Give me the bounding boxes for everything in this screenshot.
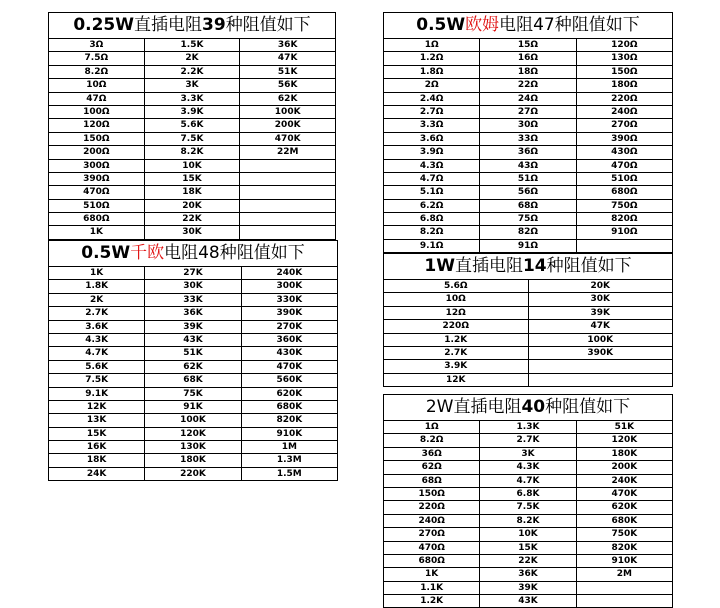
table-cell: 240Ω — [384, 515, 480, 527]
table-cell: 390K — [276, 308, 303, 319]
table-row — [384, 133, 672, 146]
table-row — [384, 515, 672, 528]
table-row — [384, 106, 672, 119]
table-cell: 4.3Ω — [384, 160, 480, 172]
table-cell: 18Ω — [480, 66, 576, 78]
table-cell: 120K — [145, 428, 241, 440]
title-segment: 直插电阻 — [454, 256, 523, 276]
table-row — [384, 582, 672, 595]
table-cell: 820Ω — [611, 214, 638, 225]
table-row — [384, 119, 672, 132]
table-row — [384, 200, 672, 213]
table-row — [49, 79, 335, 92]
table-cell: 150Ω — [384, 488, 480, 500]
table-cell: 62Ω — [384, 461, 480, 473]
table-cell: 1.2Ω — [384, 52, 480, 64]
table-0-25w-39 — [48, 12, 336, 240]
table-cell: 2M — [616, 569, 632, 580]
table-cell: 180K — [611, 448, 638, 459]
table-cell: 15K — [480, 542, 576, 554]
table-cell: 270Ω — [384, 528, 480, 540]
table-cell: 470Ω — [49, 186, 145, 198]
table-cell: 24K — [49, 468, 145, 480]
table-row — [384, 52, 672, 65]
table-cell: 200K — [274, 120, 301, 131]
table-cell: 510Ω — [611, 173, 638, 184]
table-cell: 120Ω — [49, 119, 145, 131]
table-row — [384, 186, 672, 199]
table-cell: 3.9K — [384, 360, 529, 372]
table-cell: 51K — [614, 422, 635, 432]
table-cell — [240, 160, 335, 172]
table-cell: 18K — [49, 454, 145, 466]
table-cell: 7.5Ω — [49, 52, 145, 64]
table-cell: 1Ω — [384, 39, 480, 51]
table-cell: 3.6K — [49, 321, 145, 333]
table-cell: 36Ω — [480, 146, 576, 158]
table-row — [384, 434, 672, 447]
table-cell: 16Ω — [480, 52, 576, 64]
table-cell: 56K — [277, 80, 298, 91]
table-cell: 22Ω — [480, 79, 576, 91]
table-cell: 390Ω — [611, 133, 638, 144]
table-cell: 150Ω — [611, 66, 638, 77]
table-cell: 100K — [587, 334, 614, 345]
table-row — [49, 441, 337, 454]
table-cell: 1.3M — [276, 455, 302, 466]
table-cell — [577, 582, 672, 594]
table-cell: 20K — [145, 200, 241, 212]
table-cell: 680K — [611, 515, 638, 526]
title-segment: 种阻值如下 — [546, 256, 632, 276]
table-cell: 3.9Ω — [384, 146, 480, 158]
table-row — [49, 160, 335, 173]
table-cell: 5.6Ω — [384, 280, 529, 292]
title-segment: 千欧 — [130, 243, 165, 263]
table-cell: 6.2Ω — [384, 200, 480, 212]
table-cell: 390K — [587, 347, 614, 358]
table-cell: 62K — [145, 361, 241, 373]
table-row — [384, 448, 672, 461]
table-cell: 9.1K — [49, 388, 145, 400]
table-cell: 12K — [384, 374, 529, 386]
table-cell: 91Ω — [480, 240, 576, 252]
table-cell: 3K — [145, 79, 241, 91]
table-cell: 3.3K — [145, 93, 241, 105]
table-cell: 270Ω — [611, 120, 638, 131]
table-row — [384, 79, 672, 92]
table-row — [384, 595, 672, 607]
table-cell: 4.3K — [49, 334, 145, 346]
table-row — [384, 528, 672, 541]
table-cell: 22M — [276, 147, 299, 158]
table-row — [384, 542, 672, 555]
table-cell — [240, 226, 335, 238]
table-cell — [529, 360, 673, 372]
table-cell: 270K — [276, 321, 303, 332]
table-row — [49, 93, 335, 106]
table-cell: 7.5K — [480, 501, 576, 513]
table-cell: 910K — [276, 428, 303, 439]
table-cell: 5.6K — [145, 119, 241, 131]
table-row — [384, 160, 672, 173]
table-cell: 470Ω — [384, 542, 480, 554]
table-cell: 33K — [145, 294, 241, 306]
table-cell: 10K — [480, 528, 576, 540]
table-cell: 820K — [611, 542, 638, 553]
table-row — [49, 454, 337, 467]
table-cell: 47Ω — [49, 93, 145, 105]
table-cell: 30K — [145, 280, 241, 292]
table-row — [49, 226, 335, 238]
table-cell: 1.3K — [480, 421, 576, 433]
table-cell: 620K — [276, 388, 303, 399]
table-cell: 22K — [480, 555, 576, 567]
table-cell: 1.8Ω — [384, 66, 480, 78]
table-cell: 8.2K — [145, 146, 241, 158]
table-cell: 220K — [145, 468, 241, 480]
table-cell: 8.2Ω — [49, 66, 145, 78]
table-cell: 1K — [49, 226, 145, 238]
title-segment: 0.5W — [416, 15, 466, 35]
table-cell: 10K — [145, 160, 241, 172]
table-cell: 620K — [611, 502, 638, 513]
table-cell: 3Ω — [49, 39, 145, 51]
table-row — [49, 66, 335, 79]
table-cell: 18K — [145, 186, 241, 198]
title-segment: 电阻47种阻值如下 — [499, 15, 640, 35]
table-row — [49, 106, 335, 119]
table-row — [384, 488, 672, 501]
table-row — [49, 173, 335, 186]
table-cell: 1M — [281, 442, 297, 453]
table-row — [49, 334, 337, 347]
table-cell: 62K — [277, 93, 298, 104]
table-cell: 43K — [145, 334, 241, 346]
table-cell: 240K — [276, 268, 303, 278]
table-cell: 510Ω — [49, 200, 145, 212]
table-row — [384, 146, 672, 159]
table-row — [384, 421, 672, 434]
table-cell: 4.7Ω — [384, 173, 480, 185]
table-cell: 130K — [145, 441, 241, 453]
table-cell: 120Ω — [611, 40, 638, 50]
table-row — [384, 226, 672, 239]
table-row — [384, 320, 672, 333]
table-row — [49, 428, 337, 441]
table-row — [49, 307, 337, 320]
table-cell: 68Ω — [384, 475, 480, 487]
table-1w-14 — [383, 253, 673, 387]
table-cell: 1.1K — [384, 582, 480, 594]
table-cell: 47K — [277, 53, 298, 64]
title-segment: 1W — [424, 256, 455, 276]
table-cell: 47K — [590, 321, 610, 332]
table-cell: 39K — [590, 307, 610, 318]
table-title — [384, 13, 672, 39]
title-segment: 欧姆 — [465, 15, 500, 35]
table-cell: 27K — [145, 267, 241, 279]
table-cell: 910K — [611, 555, 638, 566]
table-cell: 56Ω — [480, 186, 576, 198]
table-row — [49, 401, 337, 414]
table-cell: 91K — [145, 401, 241, 413]
table-cell: 20K — [590, 281, 610, 291]
table-cell: 1K — [384, 568, 480, 580]
title-segment: 直插电阻 — [134, 15, 203, 35]
table-cell — [240, 213, 335, 225]
table-cell — [577, 240, 672, 252]
table-cell: 6.8K — [480, 488, 576, 500]
table-cell: 16K — [49, 441, 145, 453]
table-row — [49, 146, 335, 159]
table-2w-40 — [383, 394, 673, 608]
table-cell: 1K — [49, 267, 145, 279]
table-row — [384, 213, 672, 226]
table-cell: 1.5K — [145, 39, 241, 51]
table-cell: 1.5M — [276, 468, 302, 479]
title-segment: 种阻值如下 — [545, 397, 631, 417]
title-segment: 2W直插电阻 — [425, 397, 522, 417]
table-cell: 82Ω — [480, 226, 576, 238]
table-cell: 360K — [276, 334, 303, 345]
table-cell: 2.2K — [145, 66, 241, 78]
title-segment: 14 — [522, 256, 547, 276]
table-cell: 12Ω — [384, 307, 529, 319]
table-row — [384, 475, 672, 488]
table-cell: 820K — [276, 415, 303, 426]
table-title — [384, 254, 672, 280]
table-cell: 3K — [480, 448, 576, 460]
table-cell: 43Ω — [480, 160, 576, 172]
table-cell: 220Ω — [611, 93, 638, 104]
title-segment: 电阻48种阻值如下 — [164, 243, 305, 263]
table-cell: 680Ω — [611, 187, 638, 198]
table-cell: 240K — [611, 475, 638, 486]
table-row — [49, 374, 337, 387]
table-row — [384, 39, 672, 52]
table-row — [384, 293, 672, 306]
table-cell: 15K — [49, 428, 145, 440]
table-cell: 2K — [49, 294, 145, 306]
table-cell: 1.8K — [49, 280, 145, 292]
table-cell: 220Ω — [384, 320, 529, 332]
table-cell: 6.8Ω — [384, 213, 480, 225]
table-cell: 9.1Ω — [384, 240, 480, 252]
table-cell: 36K — [480, 568, 576, 580]
table-cell: 27Ω — [480, 106, 576, 118]
table-row — [384, 334, 672, 347]
table-cell: 120K — [611, 435, 638, 446]
table-cell: 2.7Ω — [384, 106, 480, 118]
table-row — [384, 307, 672, 320]
table-cell: 3.3Ω — [384, 119, 480, 131]
table-row — [49, 347, 337, 360]
title-segment: 种阻值如下 — [225, 15, 311, 35]
table-cell: 7.5K — [49, 374, 145, 386]
table-cell: 1.2K — [384, 334, 529, 346]
table-cell: 680K — [276, 401, 303, 412]
table-row — [384, 280, 672, 293]
table-cell — [240, 200, 335, 212]
table-cell: 12K — [49, 401, 145, 413]
table-cell: 470Ω — [611, 160, 638, 171]
table-cell: 7.5K — [145, 133, 241, 145]
table-row — [384, 555, 672, 568]
table-cell: 36K — [145, 307, 241, 319]
table-row — [49, 414, 337, 427]
table-cell: 36K — [277, 40, 298, 50]
table-row — [384, 173, 672, 186]
table-title — [49, 13, 335, 39]
table-cell: 75K — [145, 388, 241, 400]
table-cell: 2.4Ω — [384, 93, 480, 105]
table-row — [384, 66, 672, 79]
table-row — [49, 468, 337, 480]
table-row — [49, 321, 337, 334]
table-row — [49, 267, 337, 280]
table-cell: 8.2Ω — [384, 226, 480, 238]
table-cell: 24Ω — [480, 93, 576, 105]
table-row — [49, 388, 337, 401]
title-segment: 0.25W — [73, 15, 135, 35]
table-cell: 180Ω — [611, 80, 638, 91]
table-cell: 430K — [276, 348, 303, 359]
table-cell: 51K — [145, 347, 241, 359]
table-cell: 470K — [274, 133, 301, 144]
table-cell: 330K — [276, 294, 303, 305]
table-row — [384, 240, 672, 252]
table-cell: 2Ω — [384, 79, 480, 91]
table-cell: 300Ω — [49, 160, 145, 172]
table-row — [384, 93, 672, 106]
table-cell: 4.7K — [480, 475, 576, 487]
table-cell: 13K — [49, 414, 145, 426]
table-cell: 5.1Ω — [384, 186, 480, 198]
table-cell: 10Ω — [49, 79, 145, 91]
title-segment: 40 — [521, 397, 546, 417]
table-0-5w-kohm-48 — [48, 240, 338, 481]
table-cell: 3.6Ω — [384, 133, 480, 145]
table-row — [49, 280, 337, 293]
table-cell: 2.7K — [384, 347, 529, 359]
table-cell: 750K — [611, 529, 638, 540]
table-cell: 22K — [145, 213, 241, 225]
table-title — [384, 395, 672, 421]
table-cell: 2.7K — [49, 307, 145, 319]
table-row — [384, 374, 672, 386]
table-cell: 51K — [277, 66, 298, 77]
table-cell: 51Ω — [480, 173, 576, 185]
table-cell: 150Ω — [49, 133, 145, 145]
table-cell: 470K — [276, 361, 303, 372]
table-cell: 220Ω — [384, 501, 480, 513]
table-cell: 130Ω — [611, 53, 638, 64]
table-cell: 30K — [145, 226, 241, 238]
table-cell: 2K — [145, 52, 241, 64]
title-segment: 39 — [202, 15, 226, 35]
table-cell: 100K — [145, 414, 241, 426]
table-cell: 15Ω — [480, 39, 576, 51]
table-cell: 39K — [145, 321, 241, 333]
table-cell: 43K — [480, 595, 576, 607]
table-cell: 560K — [276, 375, 303, 386]
table-cell: 300K — [276, 281, 303, 292]
table-cell: 470K — [611, 488, 638, 499]
table-row — [384, 501, 672, 514]
table-cell: 5.6K — [49, 361, 145, 373]
table-cell: 390Ω — [49, 173, 145, 185]
table-cell: 10Ω — [384, 293, 529, 305]
table-cell: 1Ω — [384, 421, 480, 433]
table-cell: 8.2Ω — [384, 434, 480, 446]
table-cell: 3.9K — [145, 106, 241, 118]
table-cell: 33Ω — [480, 133, 576, 145]
table-cell — [529, 374, 673, 386]
table-cell: 200K — [611, 462, 638, 473]
table-row — [49, 186, 335, 199]
table-cell: 68K — [145, 374, 241, 386]
table-cell — [577, 595, 672, 607]
table-cell: 200Ω — [49, 146, 145, 158]
title-segment: 0.5W — [81, 243, 131, 263]
table-row — [49, 361, 337, 374]
table-row — [384, 360, 672, 373]
table-cell: 430Ω — [611, 147, 638, 158]
table-cell: 39K — [480, 582, 576, 594]
table-cell: 180K — [145, 454, 241, 466]
table-cell: 75Ω — [480, 213, 576, 225]
table-cell: 30Ω — [480, 119, 576, 131]
table-title — [49, 241, 337, 267]
table-row — [384, 568, 672, 581]
table-cell: 30K — [590, 294, 610, 305]
table-row — [49, 200, 335, 213]
table-cell — [240, 173, 335, 185]
table-cell: 750Ω — [611, 200, 638, 211]
table-cell: 4.3K — [480, 461, 576, 473]
table-cell — [240, 186, 335, 198]
table-cell: 240Ω — [611, 106, 638, 117]
table-cell: 910Ω — [611, 227, 638, 238]
table-row — [384, 347, 672, 360]
table-row — [384, 461, 672, 474]
table-cell: 100K — [274, 106, 301, 117]
table-cell: 680Ω — [49, 213, 145, 225]
table-0-5w-ohm-47 — [383, 12, 673, 253]
table-row — [49, 213, 335, 226]
table-cell: 36Ω — [384, 448, 480, 460]
table-cell: 1.2K — [384, 595, 480, 607]
table-row — [49, 294, 337, 307]
table-row — [49, 133, 335, 146]
table-cell: 2.7K — [480, 434, 576, 446]
table-cell: 100Ω — [49, 106, 145, 118]
table-row — [49, 52, 335, 65]
table-row — [49, 119, 335, 132]
table-cell: 68Ω — [480, 200, 576, 212]
table-cell: 4.7K — [49, 347, 145, 359]
table-cell: 8.2K — [480, 515, 576, 527]
table-row — [49, 39, 335, 52]
table-cell: 15K — [145, 173, 241, 185]
table-cell: 680Ω — [384, 555, 480, 567]
